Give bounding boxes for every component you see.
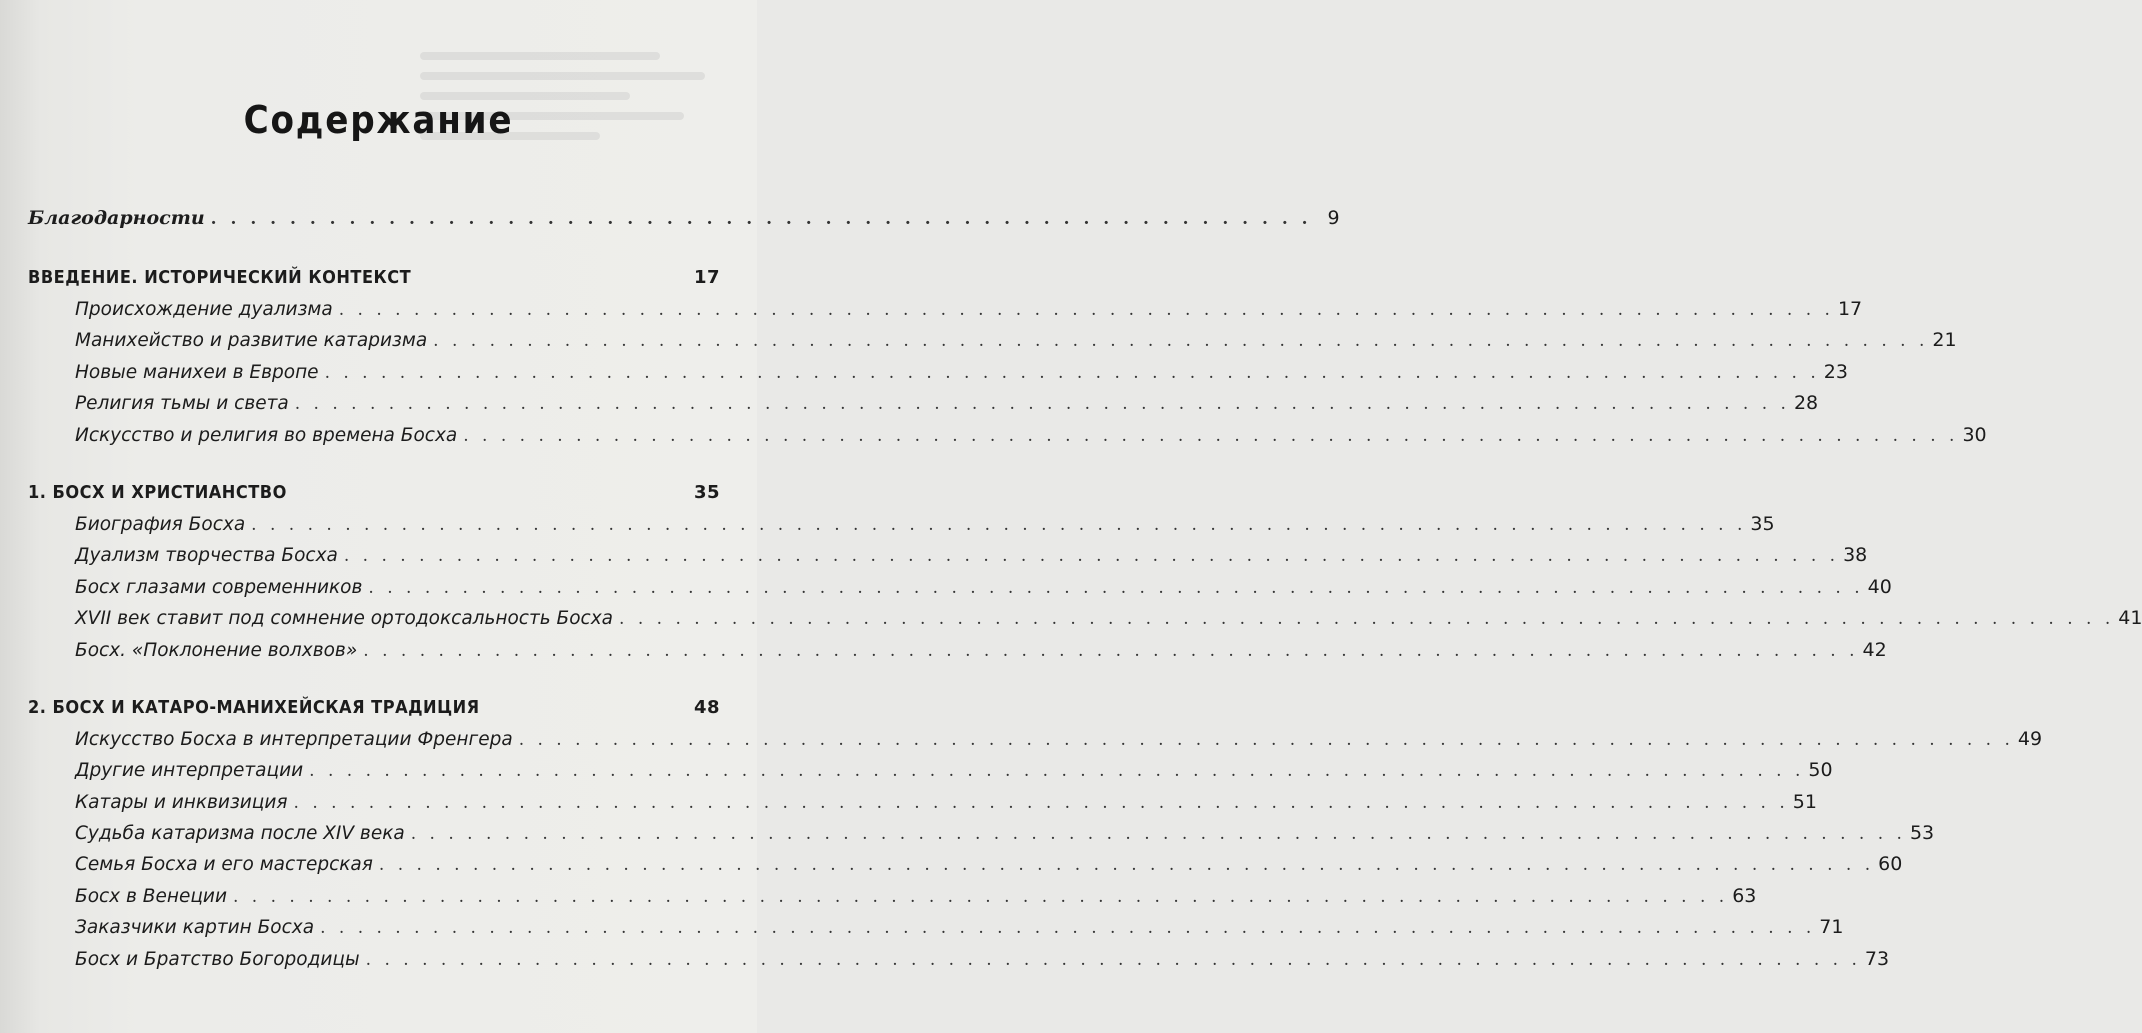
section-heading-label: ВВЕДЕНИЕ. ИСТОРИЧЕСКИЙ КОНТЕКСТ: [28, 267, 412, 288]
toc-section: [28, 476, 2142, 666]
toc-section-heading: [28, 476, 720, 509]
toc-entry-label: Босх. «Поклонение волхвов»: [75, 639, 358, 661]
toc-entry: [28, 420, 1987, 451]
toc-entry: [28, 787, 1817, 818]
toc-entry: [28, 325, 1957, 356]
toc-entry: [28, 724, 2043, 755]
dot-leader: . . . . . . . . . . . . . . . . . . . . . . . . . . . . . . . . . . . . . . . . . . . . . . . . . . . . . . . .: [210, 209, 1312, 229]
dot-leader: . . . . . . . . . . . . . . . . . . . . . . . . . . . . . . . . . . . . . . . . . . . . . . . . . . . . . . . . . . . . . . . . . . . . . . . . . . . . . . . .: [363, 640, 1859, 661]
toc-entry-label: Манихейство и развитие катаризма: [75, 330, 428, 352]
dot-leader: . . . . . . . . . . . . . . . . . . . . . . . . . . . . . . . . . . . . . . . . . . . . . . . . . . . . . . . . . . . . . . . . . . . . . . . . . . . . . . . .: [410, 824, 1906, 845]
toc-page-number: 9: [1327, 207, 1340, 229]
section-heading-label: 1. БОСХ И ХРИСТИАНСТВО: [28, 481, 287, 503]
toc-page-number: 60: [1878, 853, 1903, 876]
dot-leader: . . . . . . . . . . . . . . . . . . . . . . . . . . . . . . . . . . . . . . . . . . . . . . . . . . . . . . . . . . . . . . . . . . . . . . . . . . . . . . . .: [324, 362, 1820, 383]
toc-page-number: 21: [1932, 329, 1957, 352]
toc-entry-label: XVII век ставит под сомнение ортодоксальность Босха: [75, 608, 614, 630]
dot-leader: . . . . . . . . . . . . . . . . . . . . . . . . . . . . . . . . . . . . . . . . . . . . . . . . . . . . . . . . . . . . . . . . . . . . . . . . . . . . . . . .: [232, 886, 1729, 907]
dot-leader: . . . . . . . . . . . . . . . . . . . . . . . . . . . . . . . . . . . . . . . . . . . . . . . . . . . . . . . . . . . . . . . . . . . . . . . . . . . . . . . .: [338, 300, 1834, 320]
toc-section-heading: [28, 691, 720, 724]
dot-leader: . . . . . . . . . . . . . . . . . . . . . . . . . . . . . . . . . . . . . . . . . . . . . . . . . . . . . . . . . . . . . . . . . . . . . . . . . . . . . . . .: [463, 425, 1959, 446]
toc-page-number: 40: [1867, 575, 1892, 598]
toc-entry-label: Босх и Братство Богородицы: [75, 948, 360, 970]
toc-page-number: 23: [1823, 360, 1848, 383]
dot-leader: . . . . . . . . . . . . . . . . . . . . . . . . . . . . . . . . . . . . . . . . . . . . . . . . . . . . . . . . . . . . . . . . . . . . . . . . . . . . . . . .: [309, 761, 1805, 782]
toc-page-number: 38: [1843, 544, 1868, 567]
toc-entry: [28, 635, 1887, 666]
dot-leader: . . . . . . . . . . . . . . . . . . . . . . . . . . . . . . . . . . . . . . . . . . . . . . . . . . . . . . . . . . . . . . . . . . . . . . . . . . . . . . . .: [378, 855, 1875, 876]
toc-entry: [28, 818, 1935, 849]
toc-entry: [28, 849, 1903, 880]
toc-entry: [28, 572, 1892, 603]
section-page-number: 35: [693, 481, 720, 503]
toc-entry-label: Искусство Босха в интерпретации Френгера: [75, 728, 513, 750]
dot-leader: . . . . . . . . . . . . . . . . . . . . . . . . . . . . . . . . . . . . . . . . . . . . . . . . . . . . . . . . . . . . . . . . . . . . . . . . . . . . . . . .: [518, 729, 2014, 750]
dot-leader: . . . . . . . . . . . . . . . . . . . . . . . . . . . . . . . . . . . . . . . . . . . . . . . . . . . . . . . . . . . . . . . . . . . . . . . . . . . . . . . .: [320, 918, 1816, 939]
toc-page-number: 50: [1808, 759, 1833, 782]
toc-entry: [28, 944, 1890, 975]
toc-entry-label: Босх глазами современников: [75, 576, 363, 598]
toc-section: [28, 691, 2043, 975]
toc-entry-label: Катары и инквизиция: [75, 791, 288, 813]
dot-leader: . . . . . . . . . . . . . . . . . . . . . . . . . . . . . . . . . . . . . . . . . . . . . . . . . . . . . . . . . . . . . . . . . . . . . . . . . . . . . . . .: [294, 394, 1790, 415]
section-page-number: 17: [693, 267, 720, 288]
toc-section: [28, 261, 1987, 451]
toc-entry-label: Семья Босха и его мастерская: [75, 854, 373, 876]
toc-page-number: 42: [1862, 638, 1887, 661]
toc-page-number: 41: [2118, 607, 2142, 630]
toc-entry: [28, 388, 1819, 419]
dot-leader: . . . . . . . . . . . . . . . . . . . . . . . . . . . . . . . . . . . . . . . . . . . . . . . . . . . . . . . . . . . . . . . . . . . . . . . . . . . . . . . .: [368, 577, 1864, 598]
toc-entry-label: Другие интерпретации: [75, 760, 304, 782]
toc-entry-label: Заказчики картин Босха: [75, 917, 315, 939]
toc-entry-label: Происхождение дуализма: [75, 299, 333, 320]
toc-entry: [28, 294, 1863, 325]
toc-entry: [28, 509, 1775, 540]
toc-entry: [28, 540, 1868, 571]
dot-leader: . . . . . . . . . . . . . . . . . . . . . . . . . . . . . . . . . . . . . . . . . . . . . . . . . . . . . . . . . . . . . . . . . . . . . . . . . . . . . . . .: [251, 514, 1747, 535]
toc-page-number: 71: [1819, 916, 1844, 939]
section-page-number: 48: [693, 696, 720, 718]
toc-entry-label: Новые манихеи в Европе: [75, 361, 319, 383]
toc-entry-label: Биография Босха: [75, 513, 246, 535]
toc-page-number: 49: [2017, 727, 2043, 750]
toc-section-heading: [28, 261, 720, 294]
toc-entry-label: Дуализм творчества Босха: [75, 545, 338, 567]
toc-page-number: 73: [1864, 947, 1890, 970]
toc-entry: [28, 881, 1757, 912]
page-title: Содержание: [243, 98, 514, 142]
toc-entry-label: Искусство и религия во времена Босха: [75, 424, 458, 446]
toc-page-number: 35: [1750, 512, 1775, 535]
toc-page-number: 30: [1962, 423, 1987, 446]
table-of-contents: [28, 200, 2142, 975]
toc-entry: [28, 912, 1844, 943]
dot-leader: . . . . . . . . . . . . . . . . . . . . . . . . . . . . . . . . . . . . . . . . . . . . . . . . . . . . . . . . . . . . . . . . . . . . . . . . . . . . . . . .: [619, 609, 2115, 630]
toc-page-number: 51: [1792, 790, 1817, 813]
toc-page-number: 28: [1793, 392, 1819, 415]
toc-page-number: 63: [1732, 884, 1757, 907]
dot-leader: . . . . . . . . . . . . . . . . . . . . . . . . . . . . . . . . . . . . . . . . . . . . . . . . . . . . . . . . . . . . . . . . . . . . . . . . . . . . . . . .: [365, 949, 1861, 970]
toc-entry-label: Благодарности: [28, 207, 205, 229]
toc-entry: [28, 755, 1833, 786]
toc-entry-label: Судьба катаризма после XIV века: [75, 823, 405, 845]
toc-entry: [28, 603, 2142, 634]
toc-entry: [28, 357, 1848, 388]
dot-leader: . . . . . . . . . . . . . . . . . . . . . . . . . . . . . . . . . . . . . . . . . . . . . . . . . . . . . . . . . . . . . . . . . . . . . . . . . . . . . . . .: [293, 792, 1789, 813]
toc-page-number: 17: [1837, 298, 1863, 320]
section-heading-label: 2. БОСХ И КАТАРО-МАНИХЕЙСКАЯ ТРАДИЦИЯ: [28, 696, 480, 718]
dot-leader: . . . . . . . . . . . . . . . . . . . . . . . . . . . . . . . . . . . . . . . . . . . . . . . . . . . . . . . . . . . . . . . . . . . . . . . . . . . . . . . .: [343, 546, 1840, 567]
dot-leader: . . . . . . . . . . . . . . . . . . . . . . . . . . . . . . . . . . . . . . . . . . . . . . . . . . . . . . . . . . . . . . . . . . . . . . . . . . . . . . . .: [433, 331, 1929, 352]
toc-entry-label: Религия тьмы и света: [75, 393, 289, 415]
toc-entry-acknowledgements: [28, 200, 1340, 236]
toc-entry-label: Босх в Венеции: [75, 885, 227, 907]
toc-page-number: 53: [1909, 822, 1935, 845]
